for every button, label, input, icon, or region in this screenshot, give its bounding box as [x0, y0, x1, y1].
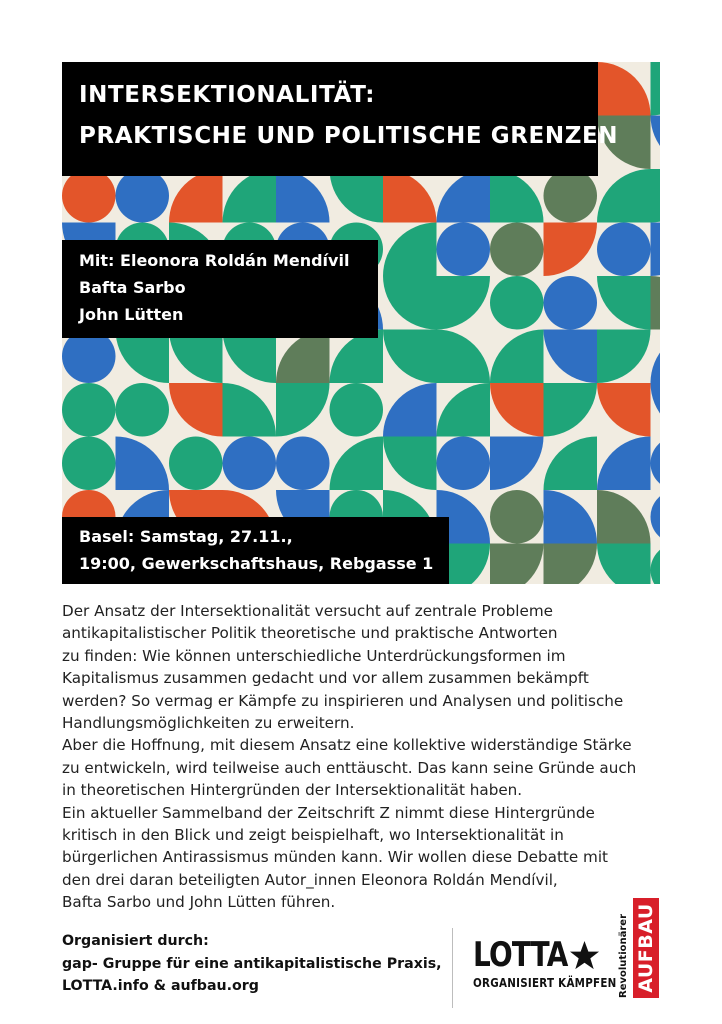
artwork-shape [544, 276, 598, 330]
speaker-line-2: Bafta Sarbo [79, 278, 186, 297]
description-line: in theoretischen Hintergründen der Intersektionalität haben. [62, 781, 523, 800]
artwork-shape [116, 383, 170, 437]
artwork-shape [276, 437, 330, 491]
description-line: Bafta Sarbo und John Lütten führen. [62, 893, 336, 912]
artwork-shape [597, 223, 651, 277]
artwork-shape [223, 437, 277, 491]
artwork-shape [651, 169, 661, 223]
description-line: Kapitalismus zusammen gedacht und vor allem zusammen bekämpft [62, 669, 589, 688]
artwork-shape [437, 437, 491, 491]
description-line: antikapitalistischer Politik theoretische und praktische Antworten [62, 624, 558, 643]
artwork-shape [651, 276, 661, 330]
lotta-logo-name: LOTTA [473, 935, 568, 975]
speaker-line-3: John Lütten [79, 305, 184, 324]
aufbau-logo-word: AUFBAU [635, 903, 657, 993]
artwork-shape [116, 169, 170, 223]
description-line: Handlungsmöglichkeiten zu erweitern. [62, 714, 355, 733]
aufbau-logo-box [633, 898, 659, 998]
description-line: zu finden: Wie können unterschiedliche Unterdrückungsformen im [62, 646, 566, 665]
description-line: Ein aktueller Sammelband der Zeitschrift Z nimmt diese Hintergründe [62, 803, 595, 822]
aufbau-logo-small-text: Revolutionärer [618, 913, 629, 998]
description-line: Aber die Hoffnung, mit diesem Ansatz eine kollektive widerständige Stärke [62, 736, 632, 755]
description-line: werden? So vermag er Kämpfe zu inspirieren und Analysen und politische [62, 691, 624, 710]
title-banner [62, 62, 619, 176]
artwork-shape [62, 437, 116, 491]
artwork-shape [169, 437, 223, 491]
speaker-line-1: Mit: Eleonora Roldán Mendívil [79, 251, 350, 270]
artwork-shape [490, 276, 544, 330]
event-date: Basel: Samstag, 27.11., [79, 527, 293, 546]
artwork-shape [651, 62, 661, 116]
event-details-banner [62, 517, 449, 584]
description-line: den drei daran beteiligten Autor_innen Eleonora Roldán Mendívil, [62, 870, 558, 889]
event-time-location: 19:00, Gewerkschaftshaus, Rebgasse 1 [79, 554, 434, 573]
organizer-line-1: gap- Gruppe für eine antikapitalistische Praxis, [62, 955, 442, 972]
description-line: zu entwickeln, wird teilweise auch enttäuscht. Das kann seine Gründe auch [62, 758, 637, 777]
lotta-logo-slogan: ORGANISIERT KÄMPFEN [473, 976, 617, 990]
speakers-banner [62, 240, 378, 338]
title-line-2: PRAKTISCHE UND POLITISCHE GRENZEN [79, 123, 619, 149]
artwork-shape [437, 223, 491, 277]
description-line: Der Ansatz der Intersektionalität versucht auf zentrale Probleme [62, 602, 553, 620]
aufbau-logo [617, 898, 659, 998]
event-description [62, 600, 662, 914]
organizers-block [62, 930, 442, 998]
organizers-heading: Organisiert durch: [62, 933, 209, 949]
title-line-1: INTERSEKTIONALITÄT: [79, 82, 376, 108]
description-line: kritisch in den Blick und zeigt beispielhaft, wo Intersektionalität in [62, 826, 564, 845]
lotta-logo [473, 935, 617, 998]
artwork-shape [651, 223, 661, 277]
artwork-shape [62, 169, 116, 223]
organizer-line-2: LOTTA.info & aufbau.org [62, 978, 259, 994]
artwork-shape [490, 490, 544, 544]
star-icon [569, 940, 600, 971]
artwork-shape [544, 169, 598, 223]
description-line: bürgerlichen Antirassismus münden kann. Wir wollen diese Debatte mit [62, 848, 609, 867]
footer-divider [452, 928, 453, 1008]
artwork-shape [490, 223, 544, 277]
artwork-shape [62, 383, 116, 437]
artwork-shape [330, 383, 384, 437]
